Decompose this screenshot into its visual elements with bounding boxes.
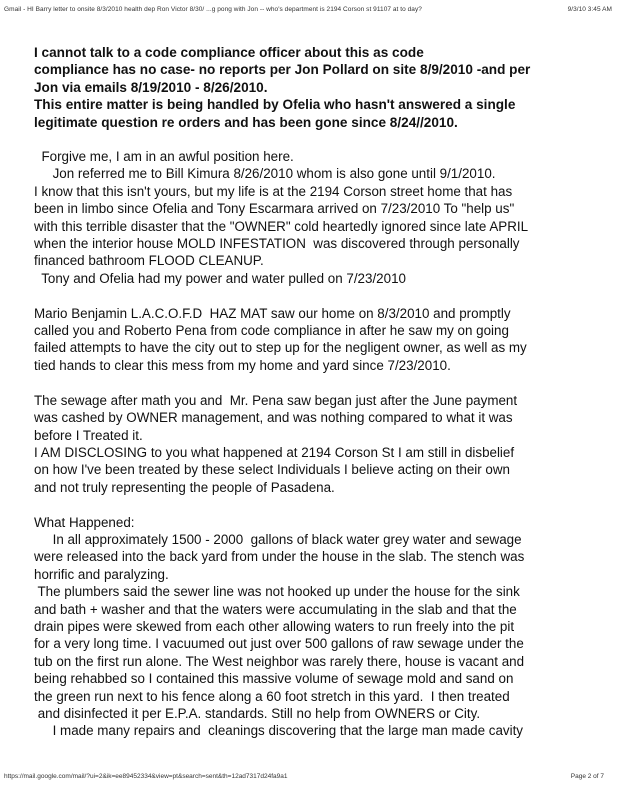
body-text-line: the green run next to his fence along a 60 foot stretch in this yard. I then treated <box>34 688 510 704</box>
body-text-line: been in limbo since Ofelia and Tony Escarmara arrived on 7/23/2010 To "help us" <box>34 201 515 217</box>
body-text-line: for a very long time. I vacuumed out just over 500 gallons of raw sewage under the <box>34 636 524 652</box>
body-text-line: when the interior house MOLD INFESTATION was discovered through personally <box>34 236 520 252</box>
body-text-line: failed attempts to have the city out to step up for the negligent owner, as well as my <box>34 340 527 356</box>
body-text-line: The sewage after math you and Mr. Pena saw began just after the June payment <box>34 392 518 408</box>
print-footer-page-number: Page 2 of 7 <box>570 773 604 780</box>
bold-notice-line: Jon via emails 8/19/2010 - 8/26/2010. <box>34 79 268 95</box>
bold-notice-line: legitimate question re orders and has been gone since 8/24//2010. <box>34 114 458 130</box>
email-body <box>34 148 614 740</box>
body-text-line: and bath + washer and that the waters were accumulating in the slab and that the <box>34 601 517 617</box>
body-text-line: financed bathroom FLOOD CLEANUP. <box>34 253 264 269</box>
body-text-line: I AM DISCLOSING to you what happened at 2194 Corson St I am still in disbelief <box>34 444 515 460</box>
body-text-line: The plumbers said the sewer line was not hooked up under the house for the sink <box>34 584 520 600</box>
body-text-line: being rehabbed so I contained this massive volume of sewage mold and sand on <box>34 671 514 687</box>
body-text-line: and disinfected it per E.P.A. standards. Still no help from OWNERS or City. <box>34 706 481 721</box>
body-text-line: tied hands to clear this mess from my home and yard since 7/23/2010. <box>34 357 451 373</box>
body-text-line: horrific and paralyzing. <box>34 566 169 582</box>
body-text-line: drain pipes were skewed from each other allowing waters to run freely into the pit <box>34 618 515 634</box>
body-text-line: were released into the back yard from under the house in the slab. The stench was <box>34 549 525 565</box>
body-text-line: In all approximately 1500 - 2000 gallons of black water grey water and sewage <box>34 531 522 547</box>
body-text-line: I made many repairs and cleanings discovering that the large man made cavity <box>34 723 524 739</box>
print-header-datetime: 9/3/10 3:45 AM <box>567 6 612 13</box>
body-text-line: and not truly representing the people of Pasadena. <box>34 479 335 495</box>
body-text-line: Jon referred me to Bill Kimura 8/26/2010 whom is also gone until 9/1/2010. <box>34 166 496 182</box>
body-text-line: called you and Roberto Pena from code compliance in after he saw my on going <box>34 323 509 339</box>
bold-notice-line: This entire matter is being handled by Ofelia who hasn't answered a single <box>34 97 516 113</box>
body-text-line: I know that this isn't yours, but my life is at the 2194 Corson street home that has <box>34 183 513 199</box>
body-text-line: before I Treated it. <box>34 427 143 443</box>
bold-notice-block <box>34 44 594 131</box>
body-text-line: on how I've been treated by these select Individuals I believe acting on their own <box>34 462 510 478</box>
body-text-line: What Happened: <box>34 514 135 530</box>
body-text-line: with this terrible disaster that the "OWNER" cold heartedly ignored since late APRIL <box>34 218 529 234</box>
blank-line <box>34 374 614 391</box>
bold-notice-line: I cannot talk to a code compliance officer about this as code <box>34 45 424 60</box>
blank-line <box>34 496 614 513</box>
print-header-title: Gmail - HI Barry letter to onsite 8/3/2010 health dep Ron Victor 8/30/ ...g pong with Jon -- who's department is 2194 Corson st 91107 at to day? <box>4 6 422 13</box>
print-footer-url: https://mail.google.com/mail/?ui=2&ik=ee89452334&view=pt&search=sent&th=12ad7317d24fa9a1 <box>4 773 288 780</box>
body-text-line: Forgive me, I am in an awful position here. <box>34 149 294 164</box>
bold-notice-line: compliance has no case- no reports per Jon Pollard on site 8/9/2010 -and per <box>34 62 531 78</box>
body-text-line: Mario Benjamin L.A.C.O.F.D HAZ MAT saw our home on 8/3/2010 and promptly <box>34 305 511 321</box>
body-text-line: tub on the first run alone. The West neighbor was rarely there, house is vacant and <box>34 653 525 669</box>
blank-line <box>34 287 614 304</box>
body-text-line: was cashed by OWNER management, and was nothing compared to what it was <box>34 410 513 426</box>
body-text-line: Tony and Ofelia had my power and water pulled on 7/23/2010 <box>34 270 406 286</box>
